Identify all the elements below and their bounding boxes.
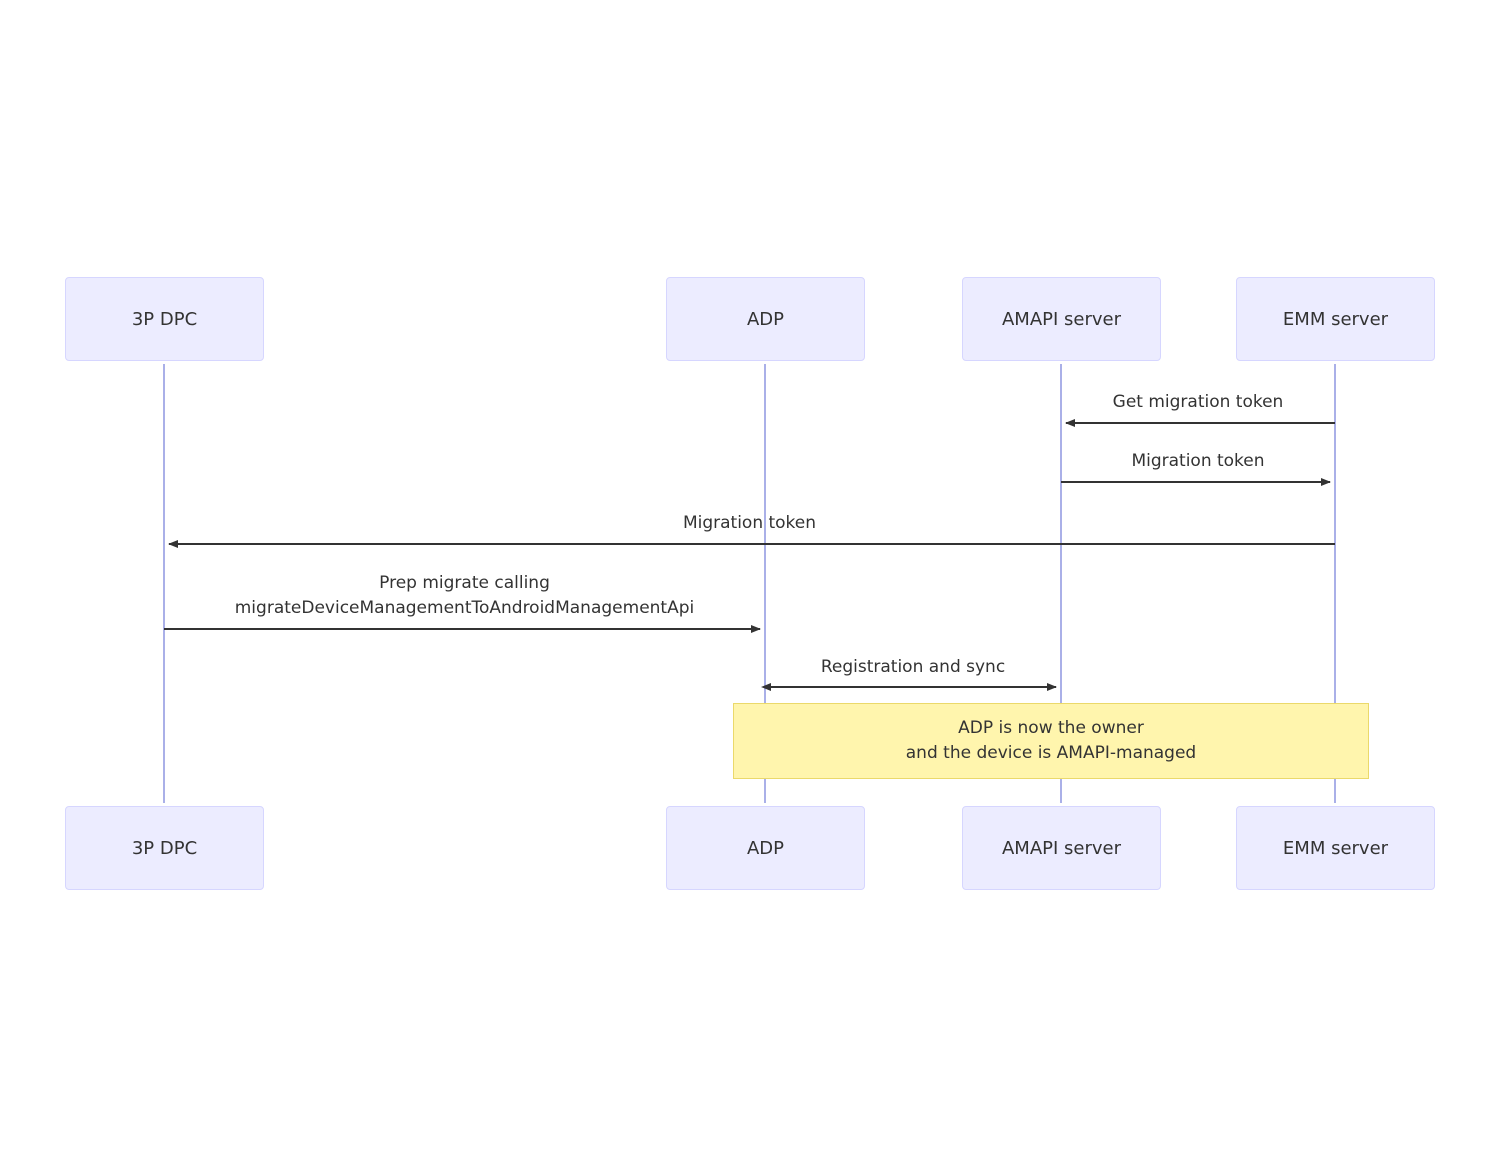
actor-bottom-adp[interactable] <box>666 806 865 890</box>
message-label-migration-token-to-dpc: Migration token <box>682 513 817 533</box>
actor-label: EMM server <box>1282 308 1389 330</box>
actor-label: EMM server <box>1282 837 1389 859</box>
note-adp-owner <box>733 703 1369 779</box>
actor-label: 3P DPC <box>131 837 198 859</box>
message-label-get-migration-token: Get migration token <box>1112 392 1284 412</box>
actor-top-adp[interactable] <box>666 277 865 361</box>
actor-label: 3P DPC <box>131 308 198 330</box>
actor-bottom-dpc[interactable] <box>65 806 264 890</box>
actor-top-amapi[interactable] <box>962 277 1161 361</box>
actor-label: AMAPI server <box>1001 837 1122 859</box>
actor-label: ADP <box>746 837 785 859</box>
note-line-1: ADP is now the owner <box>958 717 1144 738</box>
message-label-registration-and-sync: Registration and sync <box>820 657 1006 677</box>
actor-top-emm[interactable] <box>1236 277 1435 361</box>
message-label-migration-token-to-emm: Migration token <box>1131 451 1265 471</box>
actor-top-dpc[interactable] <box>65 277 264 361</box>
actor-bottom-emm[interactable] <box>1236 806 1435 890</box>
message-label-prep-migrate-line2: migrateDeviceManagementToAndroidManagementApi <box>234 598 695 618</box>
note-line-2: and the device is AMAPI-managed <box>905 743 1197 763</box>
actor-label: AMAPI server <box>1001 308 1122 330</box>
actor-label: ADP <box>746 308 785 330</box>
message-label-prep-migrate-line1: Prep migrate calling <box>379 573 550 593</box>
actor-bottom-amapi[interactable] <box>962 806 1161 890</box>
